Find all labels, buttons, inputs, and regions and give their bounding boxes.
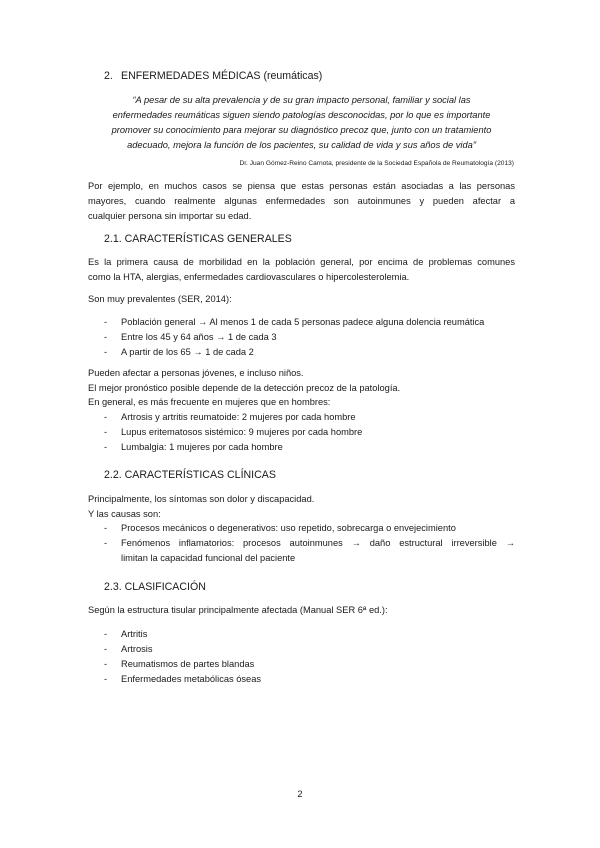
bullet-dash: - [104, 644, 108, 654]
intro-line: Por ejemplo, en muchos casos se piensa que estas personas están asociadas a las personas [88, 181, 515, 191]
bullet-dash: - [104, 412, 108, 422]
list-item: Entre los 45 y 64 años → 1 de cada 3 [121, 332, 277, 342]
para-line: Es la primera causa de morbilidad en la población general, por encima de problemas comunes [88, 257, 515, 267]
classification-intro: Según la estructura tisular principalmente afectada (Manual SER 6ª ed.): [88, 605, 388, 615]
bullet-dash: - [104, 427, 108, 437]
note-line: En general, es más frecuente en mujeres que en hombres: [88, 397, 331, 407]
list-item: Lumbalgia: 1 mujeres por cada hombre [121, 442, 283, 452]
bullet-dash: - [104, 332, 108, 342]
page-number: 2 [297, 789, 303, 799]
note-line: El mejor pronóstico posible depende de la detección precoz de la patología. [88, 383, 401, 393]
list-item: Reumatismos de partes blandas [121, 659, 255, 669]
heading-2-2: 2.2. CARACTERÍSTICAS CLÍNICAS [104, 469, 276, 481]
heading-2-3: 2.3. CLASIFICACIÓN [104, 581, 206, 593]
bullet-dash: - [104, 674, 108, 684]
prevalent-intro: Son muy prevalentes (SER, 2014): [88, 294, 232, 304]
bullet-dash: - [104, 347, 108, 357]
clinical-line: Principalmente, los síntomas son dolor y discapacidad. [88, 494, 315, 504]
bullet-dash: - [104, 629, 108, 639]
bullet-dash: - [104, 442, 108, 452]
quote-line: enfermedades reumáticas siguen siendo patologías desconocidas, por lo que es importante [112, 110, 491, 120]
note-line: Pueden afectar a personas jóvenes, e incluso niños. [88, 368, 304, 378]
list-item: Enfermedades metabólicas óseas [121, 674, 262, 684]
section-title: ENFERMEDADES MÉDICAS (reumáticas) [121, 70, 323, 82]
list-item: Lupus eritematosos sistémico: 9 mujeres por cada hombre [121, 427, 363, 437]
heading-2-1: 2.1. CARACTERÍSTICAS GENERALES [104, 233, 292, 245]
quote-line: “A pesar de su alta prevalencia y de su gran impacto personal, familiar y social las [132, 95, 471, 105]
quote-line: promover su conocimiento para mejorar su diagnóstico precoz que, junto con un tratamiento [111, 125, 492, 135]
section-number: 2. [104, 70, 113, 82]
quote-attribution: Dr. Juan Gómez-Reino Carnota, presidente de la Sociedad Española de Reumatología (2013) [239, 160, 514, 167]
list-item: Fenómenos inflamatorios: procesos autoinmunes → daño estructural irreversible → [121, 538, 515, 548]
bullet-dash: - [104, 538, 108, 548]
list-item: Artritis [121, 629, 148, 639]
bullet-dash: - [104, 523, 108, 533]
list-item: Artrosis y artritis reumatoide: 2 mujeres por cada hombre [121, 412, 356, 422]
bullet-dash: - [104, 659, 108, 669]
list-item-continuation: limitan la capacidad funcional del paciente [121, 553, 296, 563]
list-item: Artrosis [121, 644, 153, 654]
intro-line: mayores, cuando realmente algunas enfermedades son autoinmunes y pueden afectar a [88, 196, 515, 206]
quote-line: adecuado, mejora la función de los pacientes, su calidad de vida y sus años de vida” [127, 140, 476, 150]
clinical-line: Y las causas son: [88, 509, 161, 519]
list-item: Procesos mecánicos o degenerativos: uso repetido, sobrecarga o envejecimiento [121, 523, 456, 533]
bullet-dash: - [104, 317, 108, 327]
list-item: Población general → Al menos 1 de cada 5 personas padece alguna dolencia reumática [121, 317, 485, 327]
para-line: como la HTA, alergias, enfermedades cardiovasculares o hipercolesterolemia. [88, 272, 410, 282]
intro-line: cualquier persona sin importar su edad. [88, 211, 252, 221]
list-item: A partir de los 65 → 1 de cada 2 [121, 347, 254, 357]
